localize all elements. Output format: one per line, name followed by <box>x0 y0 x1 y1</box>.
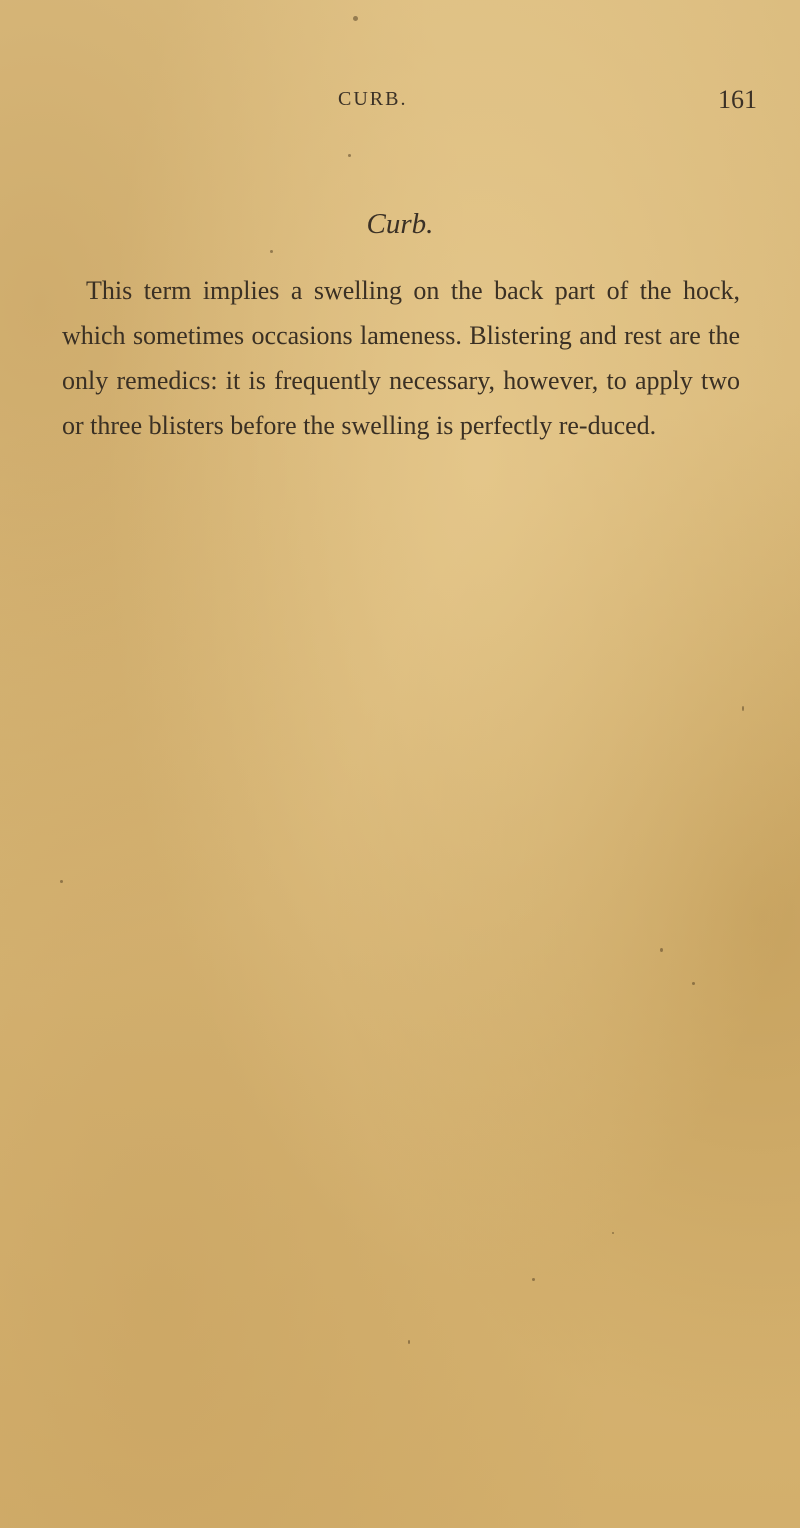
paper-speck <box>660 948 663 952</box>
paper-speck <box>348 154 351 157</box>
paper-speck <box>270 250 273 253</box>
body-paragraph: This term implies a swelling on the back part of the hock, which sometimes occasions lameness. Blistering and rest are the only remedics: it is frequently necessary, however, to apply two or three blisters before the swelling is perfectly re-duced. <box>62 276 740 440</box>
page-number: 161 <box>718 85 757 114</box>
section-title: Curb. <box>366 208 434 240</box>
paper-speck <box>612 1232 614 1234</box>
paper-speck <box>408 1340 410 1344</box>
paper-speck <box>692 982 695 985</box>
paper-speck <box>60 880 63 883</box>
body-text <box>62 268 740 448</box>
paper-speck <box>353 16 358 21</box>
page-header <box>0 85 800 124</box>
paper-speck <box>742 706 744 711</box>
paper-speck <box>532 1278 535 1281</box>
running-head: CURB. <box>338 88 408 110</box>
